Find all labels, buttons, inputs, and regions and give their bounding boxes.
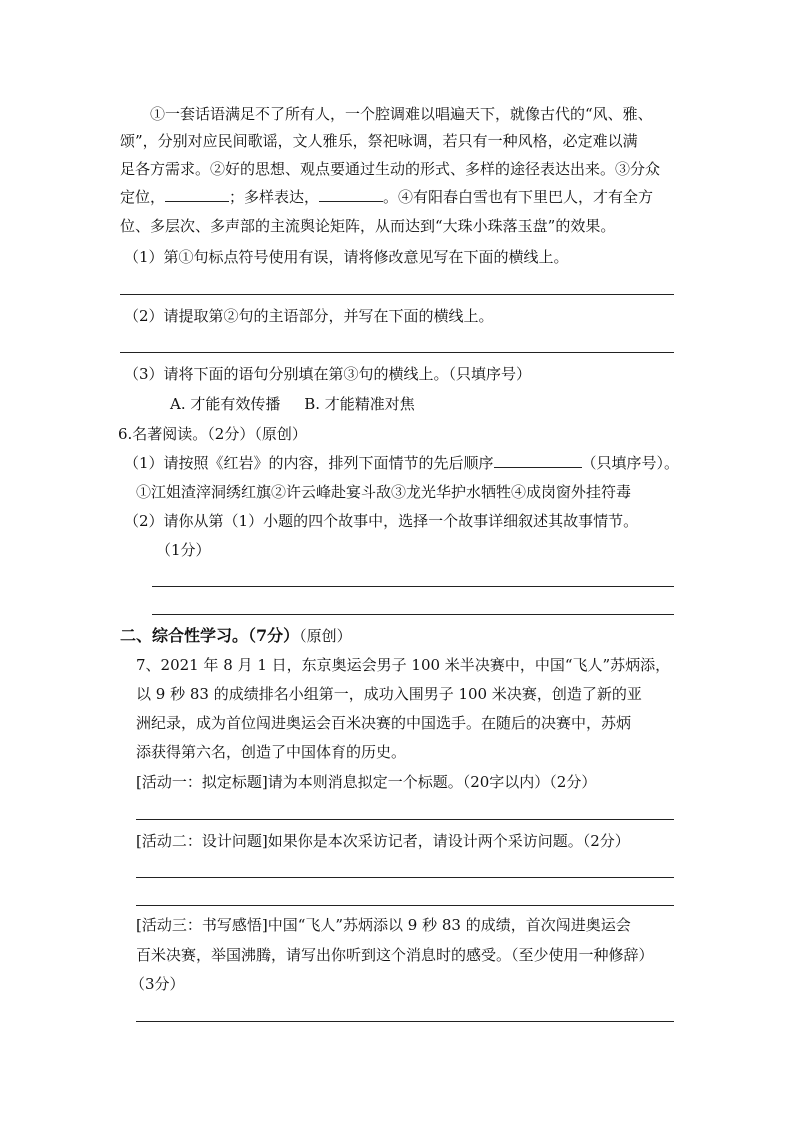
activity-2: [活动二：设计问题]如果你是本次采访记者，请设计两个采访问题。（2分） — [136, 832, 630, 850]
q6-sub-1-b: （只填序号）。 — [581, 454, 680, 472]
fill-blank-2[interactable] — [319, 187, 383, 202]
q5-options: A. 才能有效传播 B. 才能精准对焦 — [170, 395, 415, 413]
q6-sub-1 — [124, 453, 679, 473]
q6-sub-2-score: （1分） — [156, 541, 211, 559]
answer-line-activity-2-a[interactable] — [136, 877, 674, 878]
activity-1: [活动一：拟定标题]请为本则消息拟定一个标题。（20字以内）（2分） — [136, 773, 597, 791]
passage-line-4-c: 。④有阳春白雪也有下里巴人，才有全方 — [383, 188, 654, 206]
order-blank[interactable] — [494, 453, 582, 468]
q6-plot-items: ①江姐渣滓洞绣红旗②许云峰赴宴斗敌③龙光华护水牺牲④成岗窗外挂符毒 — [136, 483, 632, 501]
q5-sub-2: （2）请提取第②句的主语部分，并写在下面的横线上。 — [124, 307, 494, 325]
answer-line-q6-2[interactable] — [152, 614, 674, 615]
q7-line-2: 以 9 秒 83 的成绩排名小组第一，成功入围男子 100 米决赛，创造了新的亚 — [136, 685, 642, 703]
passage-line-5: 位、多层次、多声部的主流舆论矩阵，从而达到“大珠小珠落玉盘”的效果。 — [120, 217, 616, 235]
q6-sub-2: （2）请你从第（1）小题的四个故事中，选择一个故事详细叙述其故事情节。 — [124, 512, 639, 530]
q5-sub-1: （1）第①句标点符号使用有误，请将修改意见写在下面的横线上。 — [124, 248, 569, 266]
q6-sub-1-a: （1）请按照《红岩》的内容，排列下面情节的先后顺序 — [124, 454, 494, 472]
q7-line-3: 洲纪录，成为首位闯进奥运会百米决赛的中国选手。在随后的决赛中，苏炳 — [136, 714, 632, 732]
answer-line-activity-2-b[interactable] — [136, 905, 674, 906]
section-2-title — [120, 625, 352, 647]
section-2-heading: 二、综合性学习。（7分） — [120, 626, 300, 645]
passage-line-4-a: 定位， — [120, 188, 166, 206]
passage-line-2: 颂”，分别对应民间歌谣，文人雅乐，祭祀咏调，若只有一种风格，必定难以满 — [120, 132, 638, 150]
answer-line-q6-1[interactable] — [152, 586, 674, 587]
q7-line-4: 添获得第六名，创造了中国体育的历史。 — [136, 743, 407, 761]
q7-line-1: 7、2021 年 8 月 1 日，东京奥运会男子 100 米半决赛中，中国“飞人”苏炳添， — [136, 656, 671, 674]
passage-line-4-b: ；多样表达， — [229, 188, 320, 206]
activity-3-line-1: [活动三：书写感悟]中国“飞人”苏炳添以 9 秒 83 的成绩，首次闯进奥运会 — [136, 916, 631, 934]
section-2-note: （原创） — [299, 627, 352, 645]
passage-line-4 — [120, 187, 653, 207]
q5-sub-3: （3）请将下面的语句分别填在第③句的横线上。（只填序号） — [124, 365, 532, 383]
passage-line-3: 足各方需求。②好的思想、观点要通过生动的形式、多样的途径表达出来。③分众 — [120, 160, 661, 178]
answer-line-q5-1[interactable] — [120, 294, 674, 295]
answer-line-activity-1[interactable] — [136, 819, 674, 820]
activity-3-line-2: 百米决赛，举国沸腾，请写出你听到这个消息时的感受。（至少使用一种修辞） — [136, 946, 654, 964]
answer-line-activity-3[interactable] — [136, 1021, 674, 1022]
fill-blank-1[interactable] — [165, 187, 229, 202]
passage-line-1: ①一套话语满足不了所有人，一个腔调难以唱遍天下，就像古代的“风、雅、 — [150, 105, 653, 123]
answer-line-q5-2[interactable] — [120, 352, 674, 353]
q6-title: 6.名著阅读。（2分）（原创） — [118, 425, 307, 443]
activity-3-score: （3分） — [130, 975, 185, 993]
